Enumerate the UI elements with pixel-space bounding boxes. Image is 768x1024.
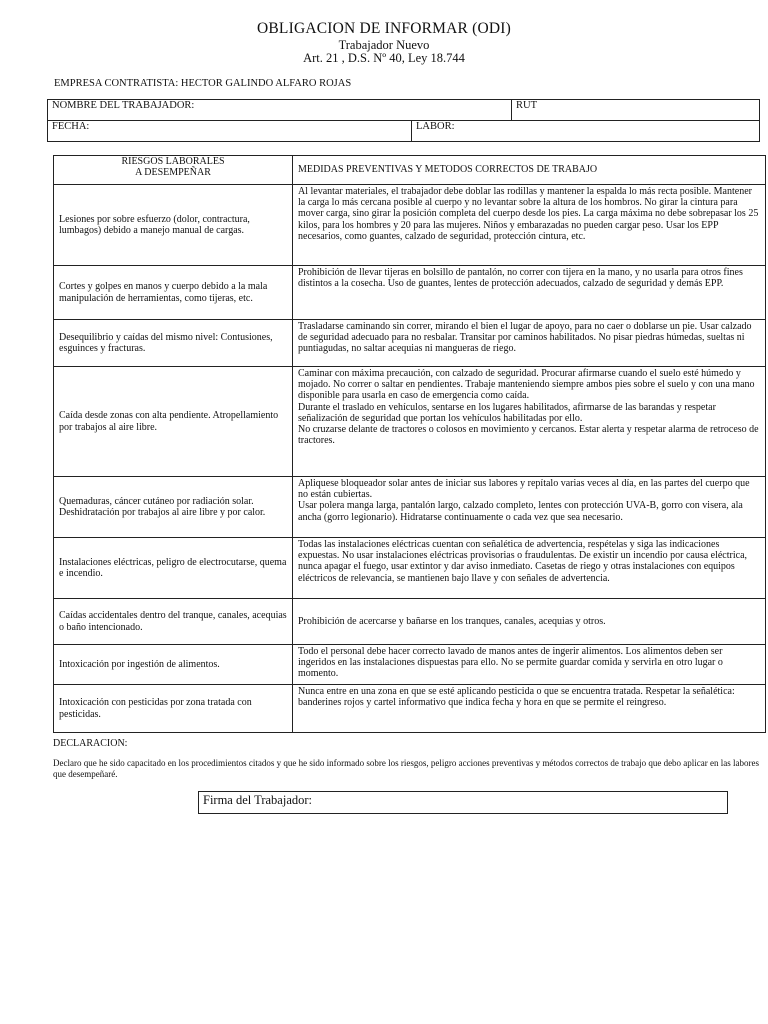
- measures-cell: Caminar con máxima precaución, con calzado de seguridad. Procurar afirmarse cuando el suelo esté húmedo y mojado. No correr o saltar en pendientes. Trabaje manteniendo siempre ambos pies sobre el suelo y con una mano disponible para usarla en caso de emergencia como caída. Durante el traslado en vehículos, sentarse en los lugares habilitados, afirmarse de las barandas y respetar señalización de seguridad que portan los vehículos habilitadas por ello. No cruzarse delante de tractores o colosos en movimiento y cercanos. Estar alerta y respetar alarma de retroceso de tractores.: [293, 367, 766, 477]
- measures-cell: Prohibición de acercarse y bañarse en los tranques, canales, acequias y otros.: [293, 599, 766, 645]
- legal-reference: Art. 21 , D.S. Nº 40, Ley 18.744: [303, 51, 465, 65]
- measures-cell: Al levantar materiales, el trabajador debe doblar las rodillas y mantener la espalda lo más recta posible. Mantener la carga lo más cercana posible al cuerpo y no levantar sobre la altura de los hombros. No girar la cintura para mover carga, sino girar la posición completa del cuerpo desde los pies. La carga máxima no debe sobrepasar los 25 kilos, para los hombres y 20 para las mujeres. Niños y embarazadas no pueden cargar peso. Usar los EPP necesarios, como guantes, calzado de seguridad, protección cintura, etc.: [293, 185, 766, 266]
- signature-label: Firma del Trabajador:: [203, 793, 313, 807]
- table-row: [54, 367, 766, 477]
- table-row: [54, 266, 766, 320]
- rut-label: RUT: [516, 100, 537, 111]
- risk-cell: Lesiones por sobre esfuerzo (dolor, contractura, lumbagos) debido a manejo manual de cargas.: [54, 185, 293, 266]
- declaration-text: Declaro que he sido capacitado en los procedimientos citados y que he sido informado sobre los riesgos, peligro acciones preventivas y métodos correctos de trabajo que debo aplicar en las labores que desempeñaré.: [53, 758, 760, 779]
- table-row: [54, 685, 766, 733]
- risk-column-header: RIESGOS LABORALES A DESEMPEÑAR: [54, 156, 293, 185]
- date-field[interactable]: [48, 121, 412, 142]
- risk-cell: Cortes y golpes en manos y cuerpo debido a la mala manipulación de herramientas, como tijeras, etc.: [54, 266, 293, 320]
- labor-field[interactable]: [412, 121, 760, 142]
- table-row: [54, 477, 766, 538]
- risk-cell: Desequilibrio y caídas del mismo nivel: Contusiones, esguinces y fracturas.: [54, 320, 293, 367]
- table-row: [54, 599, 766, 645]
- measures-cell: Nunca entre en una zona en que se esté aplicando pesticida o que se encuentra tratada. Respetar la señalética: banderines rojos y cartel informativo que indica fecha y hora en que se permite el reingreso.: [293, 685, 766, 733]
- declaration-heading: DECLARACION:: [53, 738, 128, 749]
- date-label: FECHA:: [52, 121, 90, 132]
- risk-cell: Quemaduras, cáncer cutáneo por radiación solar. Deshidratación por trabajos al aire libre y por calor.: [54, 477, 293, 538]
- measures-cell: Todas las instalaciones eléctricas cuentan con señalética de advertencia, respételas y siga las indicaciones expuestas. No usar instalaciones eléctricas provisorias o fraudulentas. De existir un incendio por causa eléctrica, nunca apagar el fuego, usar extintor y dar aviso inmediato. Casetas de riego y otras instalaciones con equipos eléctricos de relevancia, se mantienen bajo llave y con señales de advertencia.: [293, 538, 766, 599]
- risk-cell: Caída desde zonas con alta pendiente. Atropellamiento por trabajos al aire libre.: [54, 367, 293, 477]
- table-row: [54, 645, 766, 685]
- risk-cell: Intoxicación por ingestión de alimentos.: [54, 645, 293, 685]
- risk-table: [53, 155, 766, 733]
- rut-field[interactable]: [512, 100, 760, 121]
- date-labor-row: [47, 120, 760, 142]
- document-subtitle: Trabajador Nuevo: [338, 38, 430, 52]
- table-row: [54, 185, 766, 266]
- risk-table-header: [54, 156, 766, 185]
- worker-name-field[interactable]: [48, 100, 512, 121]
- labor-label: LABOR:: [416, 121, 455, 132]
- contractor-company: EMPRESA CONTRATISTA: HECTOR GALINDO ALFARO ROJAS: [54, 78, 352, 89]
- measures-cell: Apliquese bloqueador solar antes de iniciar sus labores y repítalo varias veces al día, en las partes del cuerpo que no están cubiertas. Usar polera manga larga, pantalón largo, calzado completo, lentes con protección UVA-B, gorro con visera, ala ancha (gorro legionario). Hidratarse continuamente o cada vez que sea necesario.: [293, 477, 766, 538]
- signature-field[interactable]: [198, 791, 728, 814]
- table-row: [54, 538, 766, 599]
- measures-cell: Todo el personal debe hacer correcto lavado de manos antes de ingerir alimentos. Los alimentos deben ser ingeridos en las instalaciones dispuestas para ello. No se permite guardar comida y servirla en otro lugar o momento.: [293, 645, 766, 685]
- worker-name-rut-row: [47, 99, 760, 121]
- table-row: [54, 320, 766, 367]
- measures-cell: Prohibición de llevar tijeras en bolsillo de pantalón, no correr con tijera en la mano, y no usarla para otros fines distintos a la cosecha. Uso de guantes, lentes de protección adecuados, calzado de seguridad y demás EPP.: [293, 266, 766, 320]
- risk-cell: Caídas accidentales dentro del tranque, canales, acequias o baño intencionado.: [54, 599, 293, 645]
- worker-name-label: NOMBRE DEL TRABAJADOR:: [52, 100, 195, 111]
- risk-cell: Instalaciones eléctricas, peligro de electrocutarse, quema e incendio.: [54, 538, 293, 599]
- measures-column-header: MEDIDAS PREVENTIVAS Y METODOS CORRECTOS DE TRABAJO: [293, 156, 766, 185]
- measures-cell: Trasladarse caminando sin correr, mirando el bien el lugar de apoyo, para no caer o doblarse un pie. Usar calzado de seguridad adecuado para no resbalar. Transitar por caminos habilitados. No pisar piedras húmedas, sueltas ni puntiagudas, no saltar acequias ni mangueras de riego.: [293, 320, 766, 367]
- document-title: OBLIGACION DE INFORMAR (ODI): [256, 20, 512, 37]
- risk-cell: Intoxicación con pesticidas por zona tratada con pesticidas.: [54, 685, 293, 733]
